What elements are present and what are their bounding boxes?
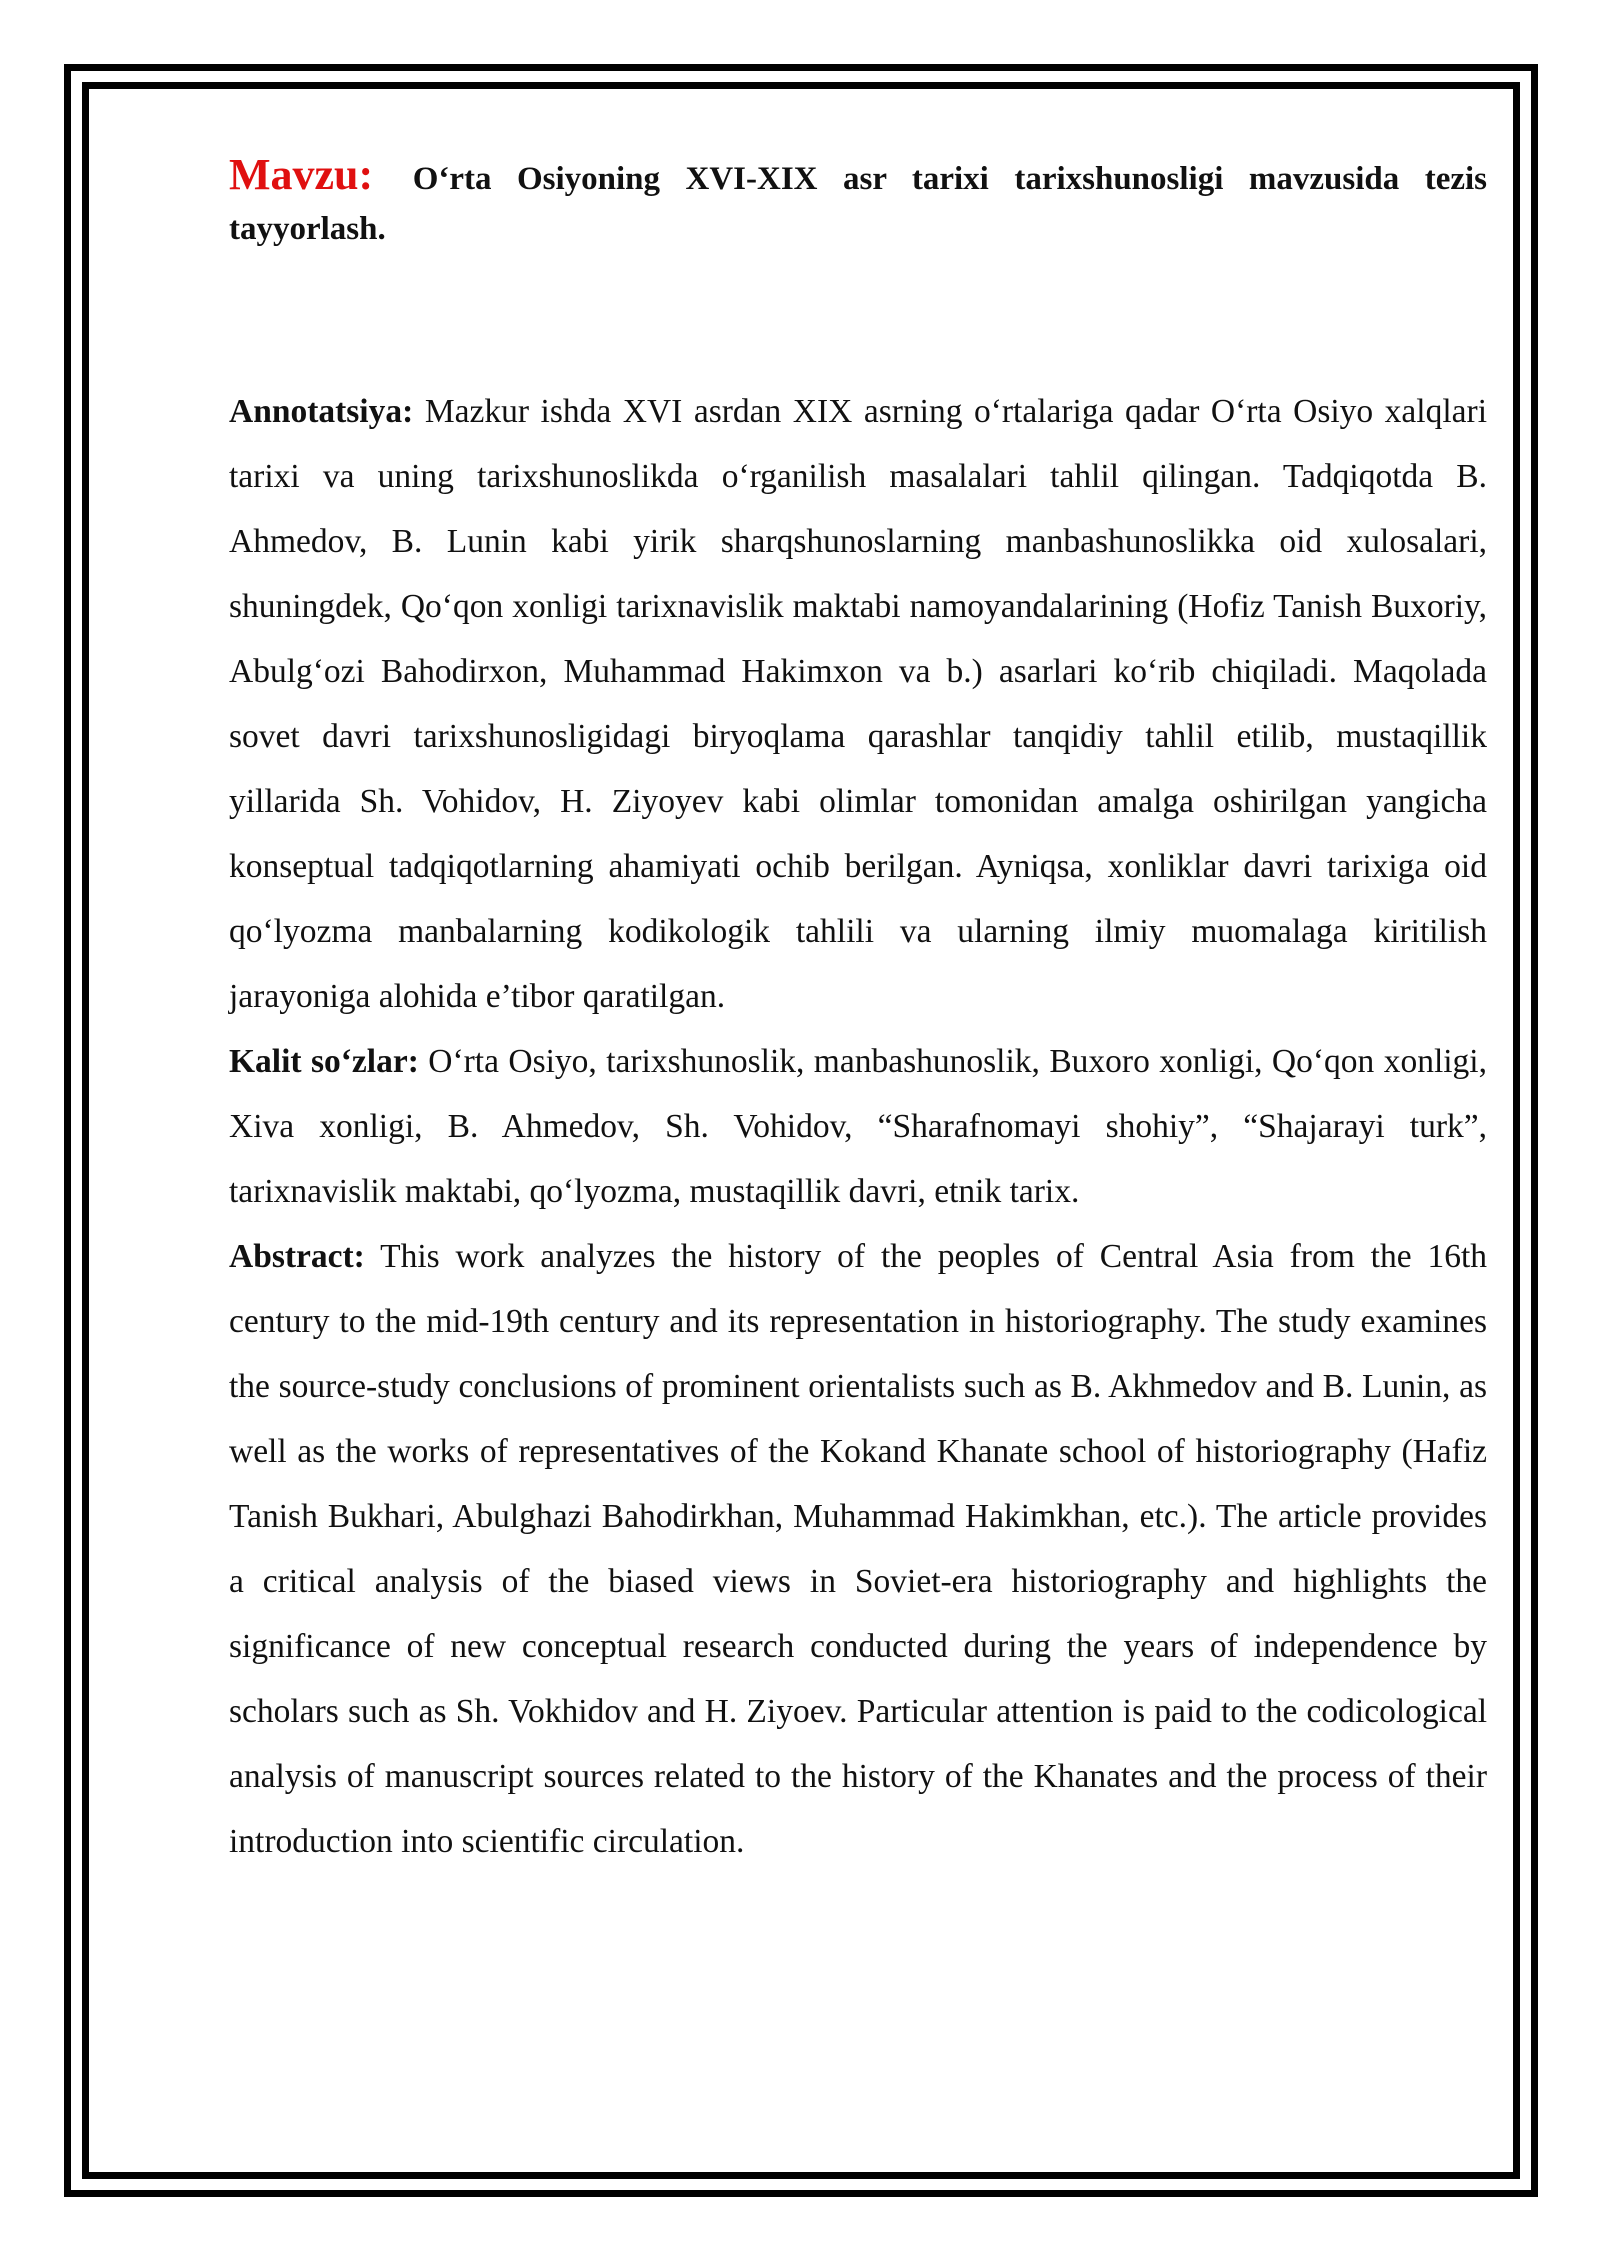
keywords-paragraph xyxy=(229,1029,1487,1224)
keywords-label: Kalit so‘zlar: xyxy=(229,1043,419,1080)
abstract-text: This work analyzes the history of the peoples of Central Asia from the 16th century to the mid-19th century and its representation in historiography. The study examines the source-study conclusions of prominent orientalists such as B. Akhmedov and B. Lunin, as well as the works of representatives of the Kokand Khanate school of historiography (Hafiz Tanish Bukhari, Abulghazi Bahodirkhan, Muhammad Hakimkhan, etc.). The article provides a critical analysis of the biased views in Soviet-era historiography and highlights the significance of new conceptual research conducted during the years of independence by scholars such as Sh. Vokhidov and H. Ziyoev. Particular attention is paid to the codicological analysis of manuscript sources related to the history of the Khanates and the process of their introduction into scientific circulation. xyxy=(229,1238,1487,1860)
abstract-paragraph xyxy=(229,1224,1487,1874)
document-content xyxy=(229,150,1487,1874)
annotation-text: Mazkur ishda XVI asrdan XIX asrning o‘rtalariga qadar O‘rta Osiyo xalqlari tarixi va uning tarixshunoslikda o‘rganilish masalalari tahlil qilingan. Tadqiqotda B. Ahmedov, B. Lunin kabi yirik sharqshunoslarning manbashunoslikka oid xulosalari, shuningdek, Qo‘qon xonligi tarixnavislik maktabi namoyandalarining (Hofiz Tanish Buxoriy, Abulg‘ozi Bahodirxon, Muhammad Hakimxon va b.) asarlari ko‘rib chiqiladi. Maqolada sovet davri tarixshunosligidagi biryoqlama qarashlar tanqidiy tahlil etilib, mustaqillik yillarida Sh. Vohidov, H. Ziyoyev kabi olimlar tomonidan amalga oshirilgan yangicha konseptual tadqiqotlarning ahamiyati ochib berilgan. Ayniqsa, xonliklar davri tarixiga oid qo‘lyozma manbalarning kodikologik tahlili va ularning ilmiy muomalaga kiritilish jarayoniga alohida e’tibor qaratilgan. xyxy=(229,393,1488,1015)
annotation-label: Annotatsiya: xyxy=(229,393,414,430)
topic-heading xyxy=(229,150,1487,254)
annotation-paragraph xyxy=(229,379,1487,1029)
keywords-text: O‘rta Osiyo, tarixshunoslik, manbashunoslik, Buxoro xonligi, Qo‘qon xonligi, Xiva xonligi, B. Ahmedov, Sh. Vohidov, “Sharafnomayi shohiy”, “Shajarayi turk”, tarixnavislik maktabi, qo‘lyozma, mustaqillik davri, etnik tarix. xyxy=(229,1043,1487,1210)
topic-label: Mavzu: xyxy=(229,150,374,199)
topic-text: O‘rta Osiyoning XVI-XIX asr tarixi tarixshunosligi mavzusida tezis tayyorlash. xyxy=(229,161,1488,247)
abstract-label: Abstract: xyxy=(229,1238,365,1275)
